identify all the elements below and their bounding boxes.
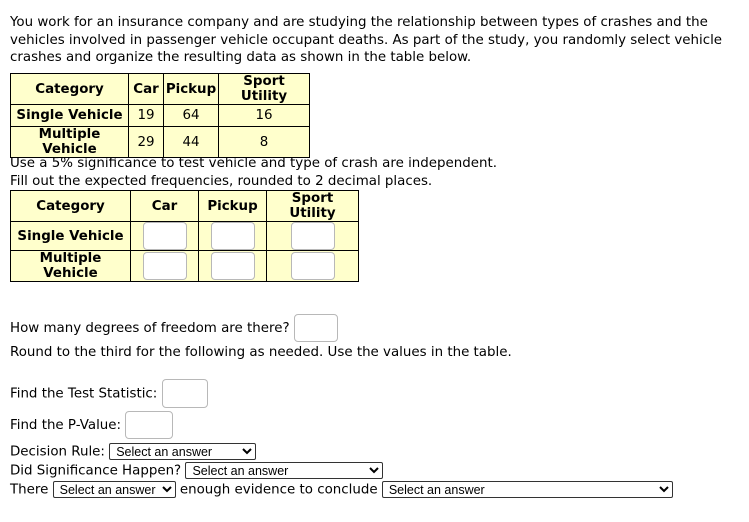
expected-cell bbox=[131, 222, 199, 251]
table-row bbox=[11, 105, 310, 127]
expected-single-suv-input[interactable] bbox=[291, 222, 335, 250]
expected-cell bbox=[199, 222, 267, 251]
header-sport-utility: Sport Utility bbox=[267, 191, 359, 222]
decision-rule-select[interactable] bbox=[109, 443, 256, 460]
dof-label: How many degrees of freedom are there? bbox=[10, 321, 290, 336]
expected-cell bbox=[131, 251, 199, 282]
row-label: Single Vehicle bbox=[11, 105, 129, 127]
header-pickup: Pickup bbox=[199, 191, 267, 222]
expected-multiple-car-input[interactable] bbox=[143, 252, 187, 280]
problem-intro: You work for an insurance company and are studying the relationship between types of crashes and the vehicles involved in passenger vehicle occupant deaths. As part of the study, you randomly select vehicle crashes and organize the resulting data as shown in the table below. bbox=[10, 15, 723, 65]
cell-value: 16 bbox=[219, 105, 310, 127]
p-value-row bbox=[10, 411, 173, 439]
decision-rule-label: Decision Rule: bbox=[10, 444, 105, 460]
cell-value: 44 bbox=[164, 127, 219, 158]
row-label: Multiple Vehicle bbox=[11, 127, 129, 158]
expected-table bbox=[10, 190, 359, 282]
expected-single-pickup-input[interactable] bbox=[211, 222, 255, 250]
enough-evidence-label: enough evidence to conclude bbox=[179, 482, 378, 498]
header-car: Car bbox=[129, 74, 164, 105]
row-label: Single Vehicle bbox=[11, 222, 131, 251]
decision-rule-row bbox=[10, 443, 256, 460]
observed-table bbox=[10, 73, 310, 158]
there-select[interactable] bbox=[53, 481, 176, 498]
instruction-expected: Fill out the expected frequencies, rounded to 2 decimal places. bbox=[10, 174, 433, 189]
cell-value: 64 bbox=[164, 105, 219, 127]
test-stat-label: Find the Test Statistic: bbox=[10, 386, 158, 402]
expected-cell bbox=[267, 251, 359, 282]
row-label: Multiple Vehicle bbox=[11, 251, 131, 282]
expected-multiple-suv-input[interactable] bbox=[291, 252, 335, 280]
dof-row bbox=[10, 314, 338, 342]
cell-value: 19 bbox=[129, 105, 164, 127]
header-category: Category bbox=[11, 191, 131, 222]
significance-row bbox=[10, 462, 383, 479]
expected-single-car-input[interactable] bbox=[143, 222, 187, 250]
test-stat-row bbox=[10, 379, 208, 408]
expected-cell bbox=[199, 251, 267, 282]
conclusion-select[interactable] bbox=[382, 481, 673, 498]
cell-value: 29 bbox=[129, 127, 164, 158]
table-header-row bbox=[11, 191, 359, 222]
instruction-significance: Use a 5% significance to test vehicle and type of crash are independent. bbox=[10, 156, 497, 171]
there-label: There bbox=[10, 482, 49, 498]
test-stat-input[interactable] bbox=[162, 379, 208, 408]
p-value-label: Find the P-Value: bbox=[10, 418, 122, 433]
cell-value: 8 bbox=[219, 127, 310, 158]
conclusion-row bbox=[10, 481, 673, 498]
round-note: Round to the third for the following as needed. Use the values in the table. bbox=[10, 345, 512, 360]
expected-cell bbox=[267, 222, 359, 251]
header-sport-utility: Sport Utility bbox=[219, 74, 310, 105]
table-row bbox=[11, 251, 359, 282]
header-pickup: Pickup bbox=[164, 74, 219, 105]
table-header-row bbox=[11, 74, 310, 105]
dof-input[interactable] bbox=[294, 314, 338, 342]
expected-multiple-pickup-input[interactable] bbox=[211, 252, 255, 280]
significance-select[interactable] bbox=[185, 462, 383, 479]
header-car: Car bbox=[131, 191, 199, 222]
header-category: Category bbox=[11, 74, 129, 105]
table-row bbox=[11, 222, 359, 251]
p-value-input[interactable] bbox=[125, 411, 173, 439]
table-row bbox=[11, 127, 310, 158]
significance-label: Did Significance Happen? bbox=[10, 463, 182, 479]
